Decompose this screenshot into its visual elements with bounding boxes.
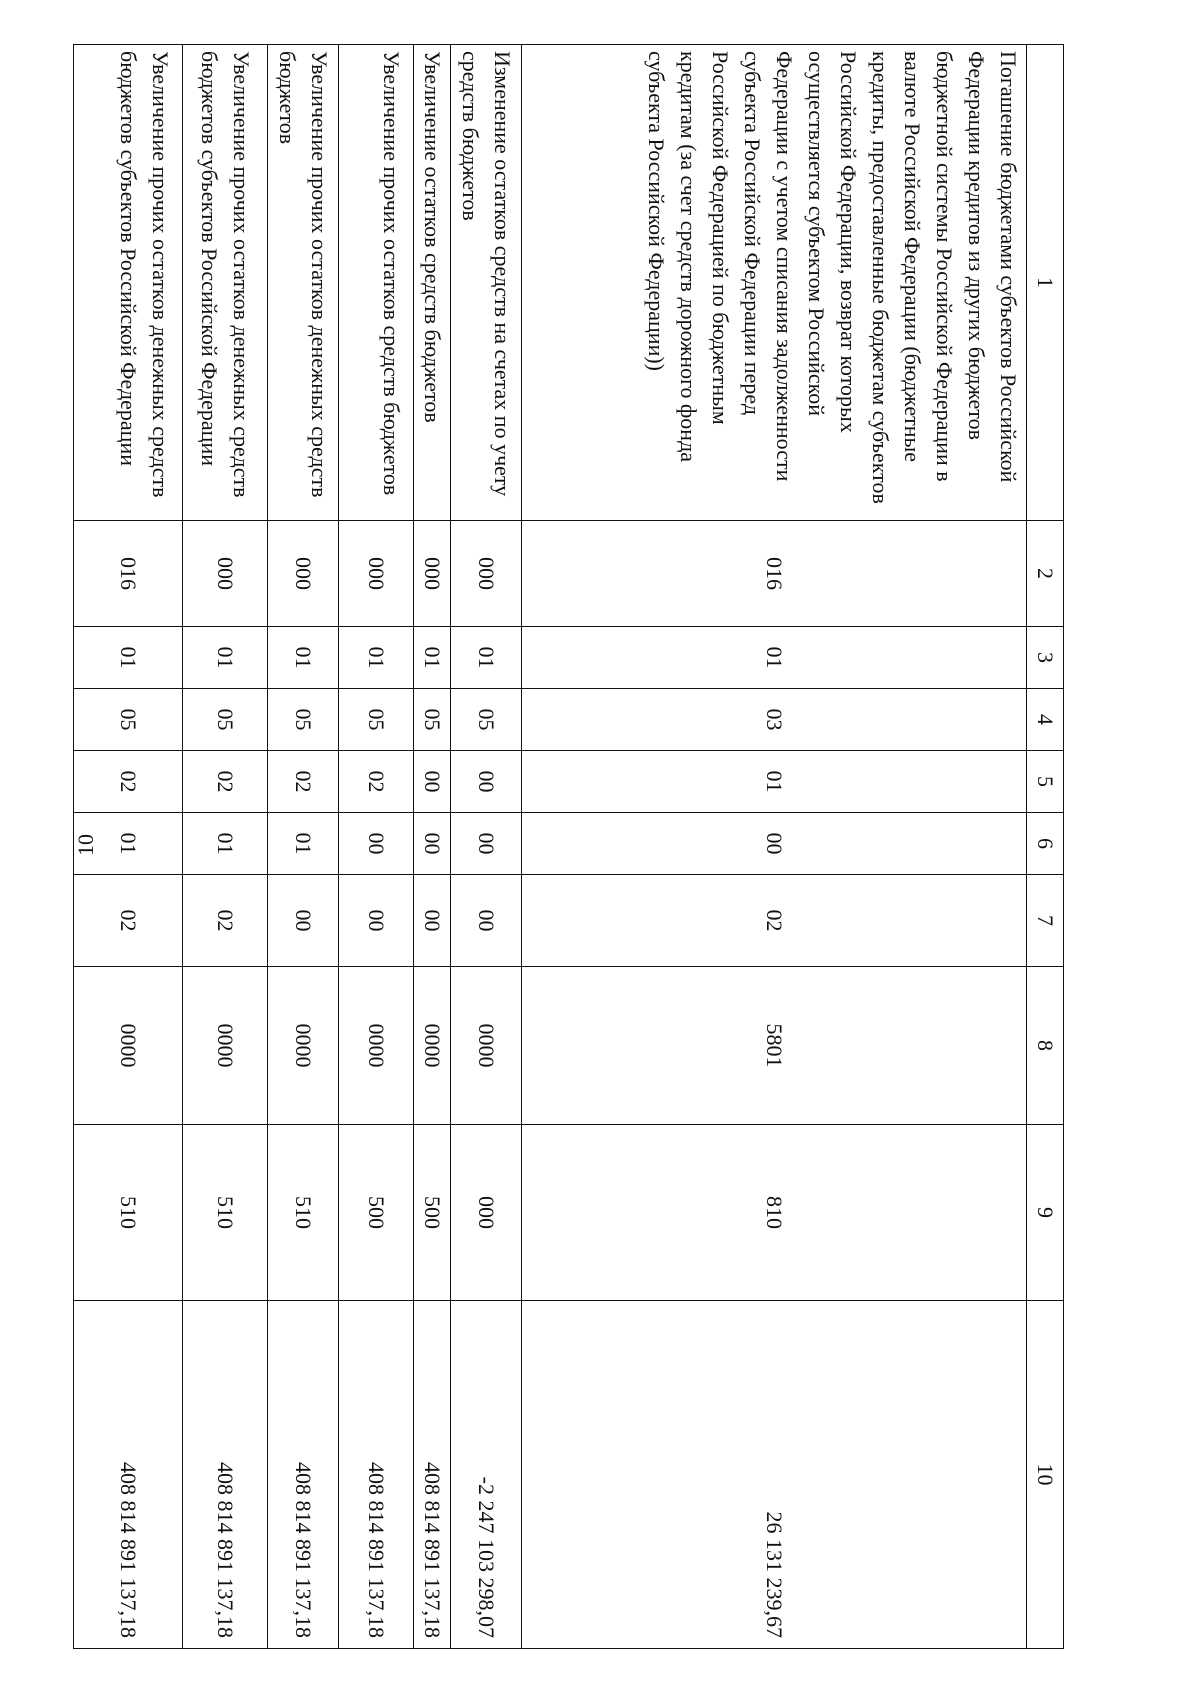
cell-code: 016 xyxy=(522,521,1027,627)
cell-code: 0000 xyxy=(451,967,522,1125)
table-row xyxy=(74,45,183,1649)
cell-code: 016 xyxy=(74,521,183,627)
table-row xyxy=(414,45,451,1649)
cell-code: 810 xyxy=(522,1125,1027,1301)
cell-code: 02 xyxy=(339,751,414,813)
col-header: 8 xyxy=(1027,967,1064,1125)
cell-amount: 408 814 891 137,18 xyxy=(74,1301,183,1649)
col-header: 9 xyxy=(1027,1125,1064,1301)
cell-code: 00 xyxy=(339,813,414,875)
row-description: Увеличение прочих остатков средств бюджетов xyxy=(339,45,414,521)
cell-code: 02 xyxy=(183,751,268,813)
cell-code: 05 xyxy=(414,689,451,751)
cell-code: 01 xyxy=(339,627,414,689)
col-header: 6 xyxy=(1027,813,1064,875)
cell-code: 000 xyxy=(451,1125,522,1301)
cell-code: 05 xyxy=(451,689,522,751)
cell-code: 0000 xyxy=(183,967,268,1125)
cell-code: 00 xyxy=(451,875,522,967)
col-header: 5 xyxy=(1027,751,1064,813)
cell-amount: 408 814 891 137,18 xyxy=(183,1301,268,1649)
row-description: Увеличение остатков средств бюджетов xyxy=(414,45,451,521)
cell-code: 0000 xyxy=(414,967,451,1125)
col-header: 10 xyxy=(1027,1301,1064,1649)
cell-code: 05 xyxy=(183,689,268,751)
cell-code: 05 xyxy=(339,689,414,751)
cell-code: 02 xyxy=(522,875,1027,967)
cell-code: 0000 xyxy=(268,967,339,1125)
cell-code: 01 xyxy=(74,813,183,875)
header-row xyxy=(1027,45,1064,1649)
cell-code: 00 xyxy=(268,875,339,967)
cell-code: 510 xyxy=(268,1125,339,1301)
cell-code: 00 xyxy=(339,875,414,967)
cell-code: 00 xyxy=(414,875,451,967)
col-header: 7 xyxy=(1027,875,1064,967)
cell-code: 05 xyxy=(268,689,339,751)
cell-code: 02 xyxy=(74,875,183,967)
cell-code: 000 xyxy=(339,521,414,627)
cell-code: 500 xyxy=(414,1125,451,1301)
row-description: Увеличение прочих остатков денежных средств бюджетов субъектов Российской Федерации xyxy=(183,45,268,521)
cell-code: 00 xyxy=(451,813,522,875)
cell-amount: 408 814 891 137,18 xyxy=(414,1301,451,1649)
cell-code: 02 xyxy=(268,751,339,813)
cell-code: 0000 xyxy=(339,967,414,1125)
row-description: Увеличение прочих остатков денежных средств бюджетов субъектов Российской Федерации xyxy=(74,45,183,521)
cell-code: 01 xyxy=(268,627,339,689)
cell-code: 03 xyxy=(522,689,1027,751)
table-row xyxy=(339,45,414,1649)
col-header: 4 xyxy=(1027,689,1064,751)
cell-code: 000 xyxy=(414,521,451,627)
row-description: Изменение остатков средств на счетах по учету средств бюджетов xyxy=(451,45,522,521)
cell-code: 500 xyxy=(339,1125,414,1301)
cell-code: 000 xyxy=(268,521,339,627)
cell-code: 01 xyxy=(183,627,268,689)
col-header: 3 xyxy=(1027,627,1064,689)
cell-amount: 408 814 891 137,18 xyxy=(339,1301,414,1649)
cell-code: 01 xyxy=(414,627,451,689)
cell-code: 02 xyxy=(74,751,183,813)
cell-code: 000 xyxy=(451,521,522,627)
cell-code: 01 xyxy=(451,627,522,689)
cell-amount: 26 131 239,67 xyxy=(522,1301,1027,1649)
cell-code: 00 xyxy=(414,751,451,813)
cell-code: 01 xyxy=(183,813,268,875)
cell-amount: 408 814 891 137,18 xyxy=(268,1301,339,1649)
cell-code: 02 xyxy=(183,875,268,967)
cell-code: 510 xyxy=(74,1125,183,1301)
table-row xyxy=(268,45,339,1649)
cell-code: 00 xyxy=(451,751,522,813)
cell-code: 00 xyxy=(522,813,1027,875)
cell-code: 01 xyxy=(522,627,1027,689)
table-row xyxy=(183,45,268,1649)
row-description: Погашение бюджетами субъектов Российской Федерации кредитов из других бюджетов бюджетной системы Российской Федерации в валюте Российской Федерации (бюджетные кредиты, предоставленные бюджетам субъектов Российской Федерации, возврат которых осуществляется субъектом Российской Федерации с учетом списания задолженности субъекта Российской Федерации перед Российской Федерацией по бюджетным кредитам (за счет средств дорожного фонда субъекта Российской Федерации)) xyxy=(522,45,1027,521)
cell-code: 00 xyxy=(414,813,451,875)
cell-code: 510 xyxy=(183,1125,268,1301)
cell-code: 05 xyxy=(74,689,183,751)
cell-code: 01 xyxy=(522,751,1027,813)
cell-code: 01 xyxy=(268,813,339,875)
page-number: 10 xyxy=(73,834,98,856)
col-header: 1 xyxy=(1027,45,1064,521)
cell-code: 5801 xyxy=(522,967,1027,1125)
cell-code: 0000 xyxy=(74,967,183,1125)
col-header: 2 xyxy=(1027,521,1064,627)
row-description: Увеличение прочих остатков денежных средств бюджетов xyxy=(268,45,339,521)
cell-amount: -2 247 103 298,07 xyxy=(451,1301,522,1649)
cell-code: 01 xyxy=(74,627,183,689)
cell-code: 000 xyxy=(183,521,268,627)
table-row xyxy=(522,45,1027,1649)
table-row xyxy=(451,45,522,1649)
budget-sources-table xyxy=(73,44,1064,1649)
